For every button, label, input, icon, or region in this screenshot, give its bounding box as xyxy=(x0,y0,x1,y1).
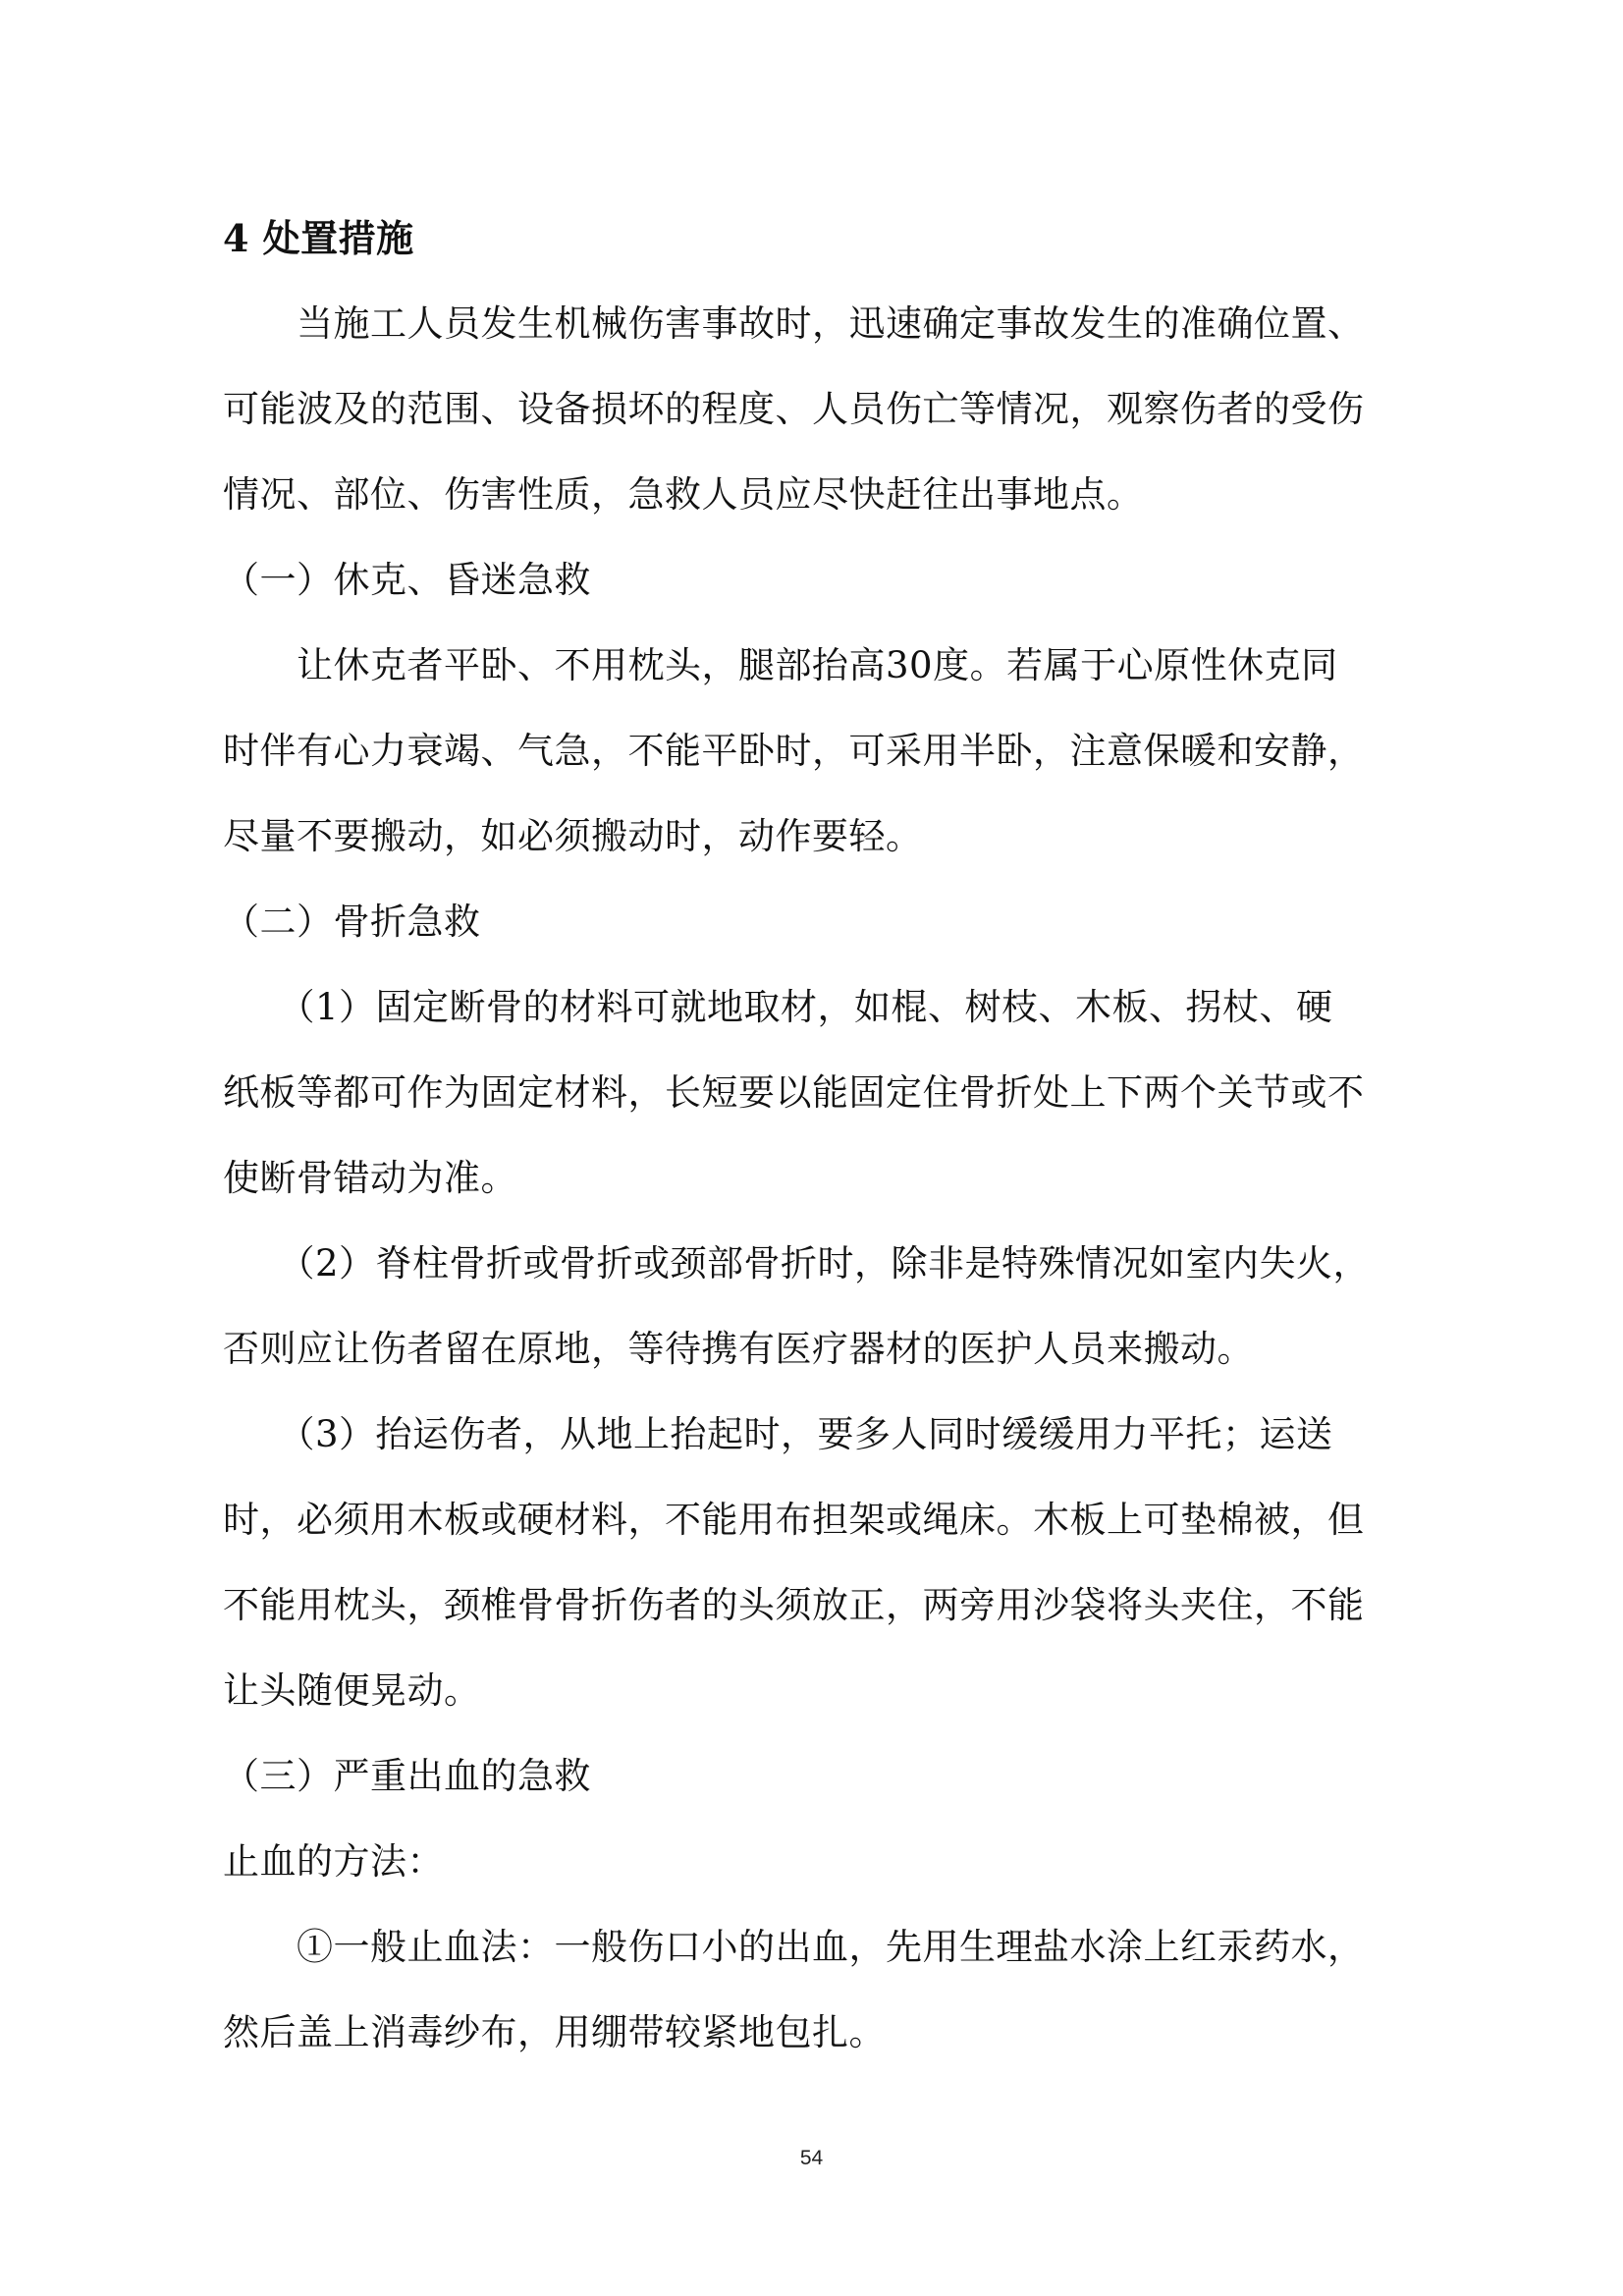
section-heading: 4 处置措施 xyxy=(223,216,414,260)
paragraph-line: 当施工人员发生机械伤害事故时，迅速确定事故发生的准确位置、 xyxy=(223,302,1365,345)
paragraph-line: 否则应让伤者留在原地，等待携有医疗器材的医护人员来搬动。 xyxy=(223,1328,1254,1370)
paragraph-line: 时，必须用木板或硬材料，不能用布担架或绳床。木板上可垫棉被，但 xyxy=(223,1499,1365,1541)
paragraph-line: （3）抬运伤者，从地上抬起时，要多人同时缓缓用力平托；运送 xyxy=(223,1413,1333,1455)
paragraph-line: 尽量不要搬动，如必须搬动时，动作要轻。 xyxy=(223,815,923,857)
subsection-heading: （二）骨折急救 xyxy=(223,901,481,943)
paragraph-line: 情况、部位、伤害性质，急救人员应尽快赶往出事地点。 xyxy=(223,473,1144,516)
paragraph-line: 让头随便晃动。 xyxy=(223,1669,481,1712)
paragraph-line: （1）固定断骨的材料可就地取材，如棍、树枝、木板、拐杖、硬 xyxy=(223,986,1333,1028)
subsection-heading: （一）休克、昏迷急救 xyxy=(223,559,591,601)
paragraph-line: 可能波及的范围、设备损坏的程度、人员伤亡等情况，观察伤者的受伤 xyxy=(223,388,1365,430)
paragraph-line: 纸板等都可作为固定材料，长短要以能固定住骨折处上下两个关节或不 xyxy=(223,1071,1365,1114)
page-number: 54 xyxy=(799,2147,824,2169)
paragraph-line: 时伴有心力衰竭、气急，不能平卧时，可采用半卧，注意保暖和安静， xyxy=(223,730,1365,772)
paragraph-line: ①一般止血法：一般伤口小的出血，先用生理盐水涂上红汞药水， xyxy=(223,1926,1365,1968)
paragraph-line: 使断骨错动为准。 xyxy=(223,1157,517,1199)
paragraph-line: 止血的方法： xyxy=(223,1840,444,1883)
paragraph-line: （2）脊柱骨折或骨折或颈部骨折时，除非是特殊情况如室内失火， xyxy=(223,1242,1371,1285)
paragraph-line: 不能用枕头，颈椎骨骨折伤者的头须放正，两旁用沙袋将头夹住，不能 xyxy=(223,1584,1365,1626)
paragraph-line: 然后盖上消毒纱布，用绷带较紧地包扎。 xyxy=(223,2011,886,2053)
paragraph-line: 让休克者平卧、不用枕头，腿部抬高30度。若属于心原性休克同 xyxy=(223,644,1338,686)
subsection-heading: （三）严重出血的急救 xyxy=(223,1755,591,1797)
